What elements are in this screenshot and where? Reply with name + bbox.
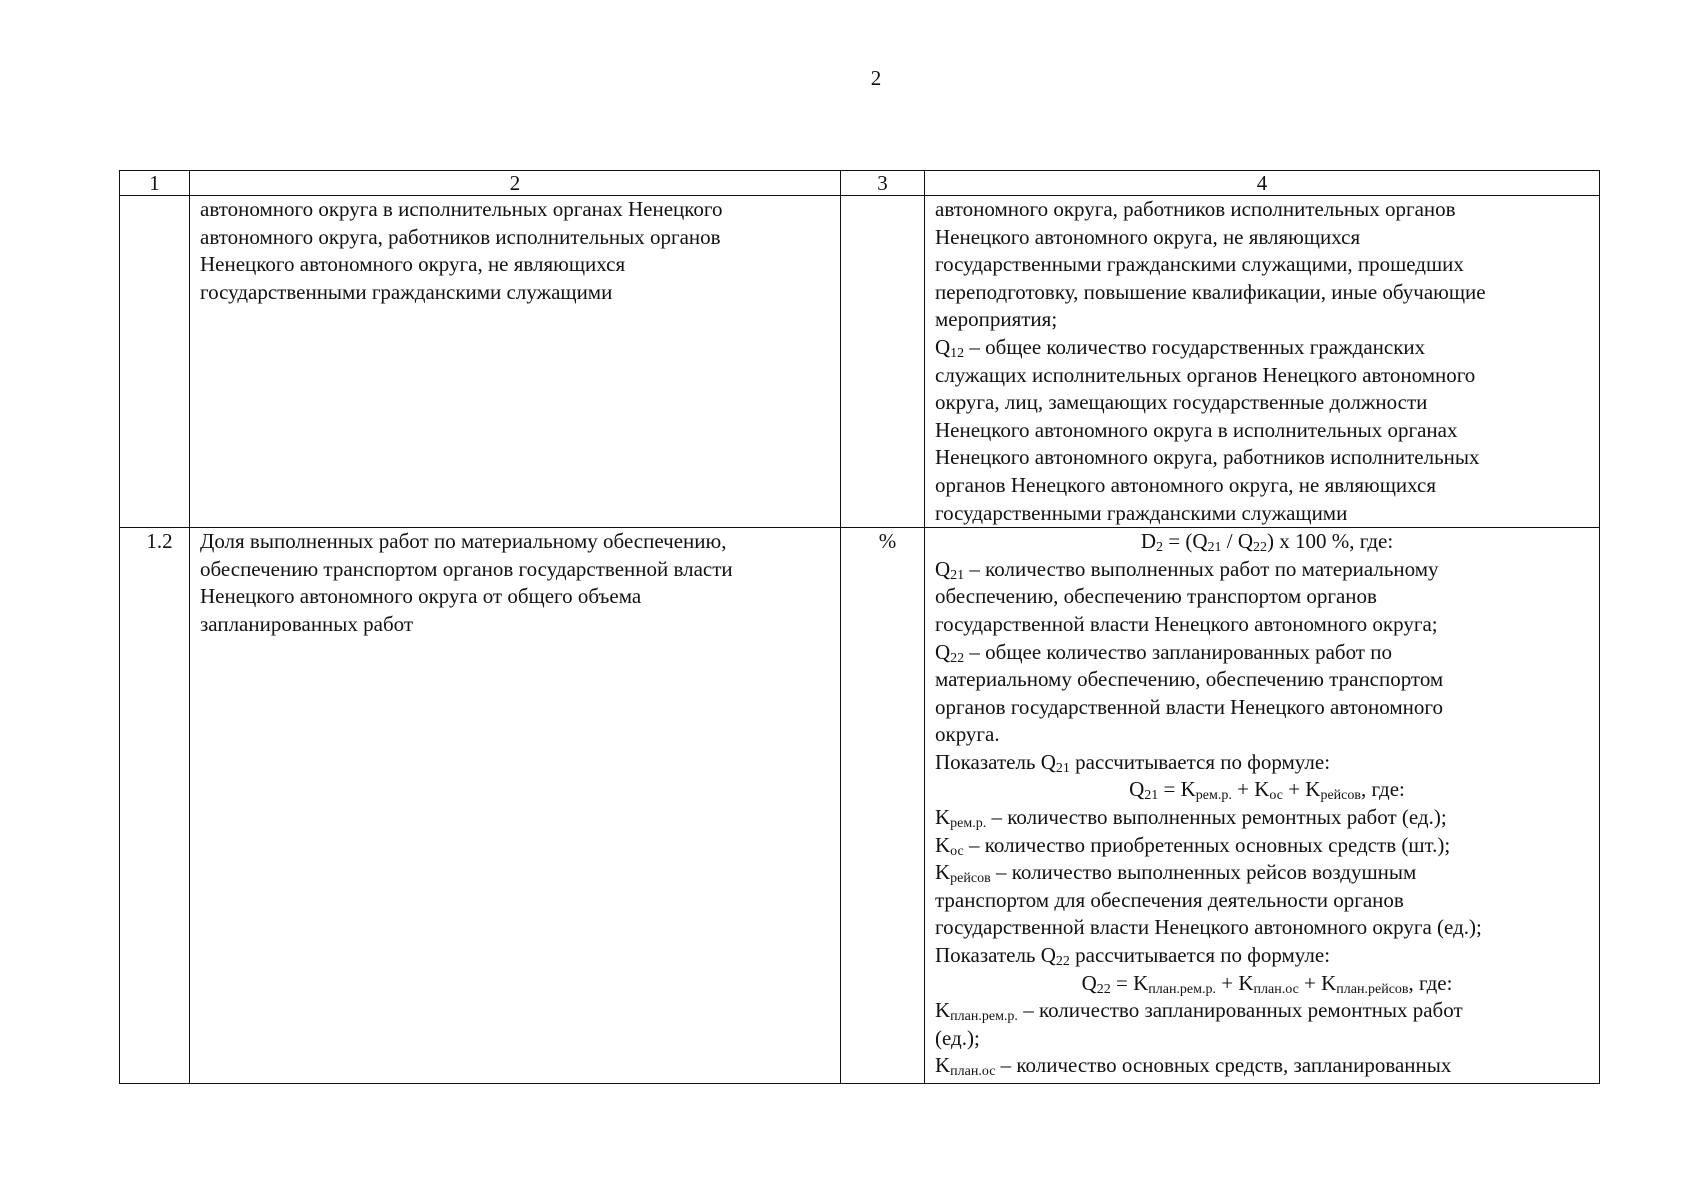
k-os-definition <box>935 832 1599 860</box>
text-line: Ненецкого автономного округа, не являющихся <box>935 224 1361 249</box>
variable: Q <box>935 556 951 581</box>
text-line: государственной власти Ненецкого автономного округа (ед.); <box>935 915 1482 940</box>
subscript: план.рейсов <box>1336 981 1409 997</box>
subscript: 21 <box>1055 760 1070 776</box>
text: – количество выполненных работ по материальному <box>964 556 1439 581</box>
variable: Q <box>935 639 951 664</box>
text-line: транспортом для обеспечения деятельности органов <box>935 887 1404 912</box>
subscript: 21 <box>1207 540 1222 556</box>
main-formula <box>935 528 1599 556</box>
text-line: Ненецкого автономного округа в исполнительных органах <box>935 417 1458 442</box>
text: – общее количество государственных гражданских <box>964 334 1426 359</box>
text: – количество приобретенных основных средств (шт.); <box>963 832 1451 857</box>
subscript: 21 <box>1144 788 1159 804</box>
text: + K <box>1298 970 1337 995</box>
text-line: переподготовку, повышение квалификации, иные обучающие <box>935 279 1486 304</box>
text-line: государственными гражданскими служащими <box>200 279 613 304</box>
indicator-name-cell <box>190 528 841 1084</box>
k-plan-rem-definition <box>935 997 1599 1025</box>
text-line: мероприятия; <box>935 307 1058 332</box>
indicator-table <box>119 170 1600 1084</box>
text-line: автономного округа, работников исполнительных органов <box>200 224 721 249</box>
unit-cell: % <box>841 528 925 1084</box>
row-number <box>120 196 190 528</box>
variable: Q <box>935 334 951 359</box>
method-cell <box>925 528 1600 1084</box>
text: + K <box>1282 777 1321 802</box>
text: рассчитывается по формуле: <box>1069 749 1331 774</box>
variable: K <box>935 1053 951 1078</box>
variable: Q <box>1129 777 1145 802</box>
table-row <box>120 196 1600 528</box>
subscript: рейсов <box>1320 788 1361 804</box>
k-reis-definition <box>935 859 1599 887</box>
subscript: 22 <box>1055 954 1070 970</box>
subscript: 22 <box>950 650 965 666</box>
variable: K <box>935 805 951 830</box>
subscript: план.рем.р. <box>1148 981 1217 997</box>
variable: K <box>935 998 951 1023</box>
text-line: (ед.); <box>935 1025 980 1050</box>
variable: Q <box>1081 970 1097 995</box>
q22-formula <box>935 970 1599 998</box>
text-line: автономного округа, работников исполнительных органов <box>935 197 1456 221</box>
subscript: ос <box>1269 788 1283 804</box>
column-header-4: 4 <box>925 171 1600 196</box>
q22-intro <box>935 942 1599 970</box>
unit-cell <box>841 196 925 528</box>
text: – количество запланированных ремонтных работ <box>1017 998 1463 1023</box>
q21-intro <box>935 749 1599 777</box>
indicator-name-cell <box>190 196 841 528</box>
subscript: рейсов <box>950 871 991 887</box>
table-row <box>120 528 1600 1084</box>
q21-definition <box>935 556 1599 584</box>
text: рассчитывается по формуле: <box>1069 943 1331 968</box>
text: / Q <box>1221 529 1254 554</box>
subscript: 12 <box>950 345 965 361</box>
method-cell <box>925 196 1600 528</box>
text-line: обеспечению, обеспечению транспортом органов <box>935 584 1377 609</box>
text-line: органов Ненецкого автономного округа, не являющихся <box>935 472 1436 497</box>
text-line: автономного округа в исполнительных органах Ненецкого <box>200 197 723 221</box>
text: – количество выполненных рейсов воздушным <box>990 860 1417 885</box>
text: – количество выполненных ремонтных работ (ед.); <box>986 805 1447 830</box>
text-line: государственной власти Ненецкого автономного округа; <box>935 611 1438 636</box>
column-header-2: 2 <box>190 171 841 196</box>
subscript: 21 <box>950 567 965 583</box>
text: – количество основных средств, запланированных <box>995 1053 1452 1078</box>
column-header-1: 1 <box>120 171 190 196</box>
subscript: 22 <box>1096 981 1111 997</box>
k-plan-os-definition <box>935 1052 1599 1080</box>
row-number: 1.2 <box>120 528 190 1084</box>
text-line: округа, лиц, замещающих государственные должности <box>935 390 1428 415</box>
subscript: план.ос <box>1253 981 1299 997</box>
subscript: ос <box>950 843 964 859</box>
text: Показатель Q <box>935 749 1056 774</box>
text: ) x 100 %, где: <box>1267 529 1394 554</box>
text-line: органов государственной власти Ненецкого автономного <box>935 694 1444 719</box>
subscript: 2 <box>1156 540 1163 556</box>
subscript: 22 <box>1253 540 1268 556</box>
text-line: Ненецкого автономного округа, работников исполнительных <box>935 445 1480 470</box>
column-header-3: 3 <box>841 171 925 196</box>
text: = (Q <box>1163 529 1208 554</box>
text-line: обеспечению транспортом органов государственной власти <box>200 556 733 581</box>
text-line: материальному обеспечению, обеспечению транспортом <box>935 667 1444 692</box>
text: + K <box>1231 777 1270 802</box>
text: , где: <box>1408 970 1453 995</box>
q21-formula <box>935 776 1599 804</box>
text-line: округа. <box>935 722 1000 747</box>
text: = K <box>1110 970 1149 995</box>
text-line: государственными гражданскими служащими <box>935 500 1348 525</box>
text: = K <box>1158 777 1196 802</box>
subscript: план.ос <box>950 1064 996 1080</box>
text: Показатель Q <box>935 943 1056 968</box>
subscript: рем.р. <box>1195 788 1232 804</box>
subscript: план.рем.р. <box>950 1009 1018 1025</box>
text-line: Доля выполненных работ по материальному обеспечению, <box>200 529 727 554</box>
k-rem-definition <box>935 804 1599 832</box>
text: – общее количество запланированных работ по <box>964 639 1392 664</box>
text-line: Ненецкого автономного округа от общего объема <box>200 584 642 609</box>
subscript: рем.р. <box>950 816 987 832</box>
variable: K <box>935 832 951 857</box>
variable: D <box>1140 529 1156 554</box>
q12-definition <box>935 334 1599 362</box>
text: + K <box>1216 970 1254 995</box>
text: , где: <box>1360 777 1405 802</box>
text-line: государственными гражданскими служащими, прошедших <box>935 252 1464 277</box>
text-line: служащих исполнительных органов Ненецкого автономного <box>935 362 1476 387</box>
text-line: Ненецкого автономного округа, не являющихся <box>200 252 626 277</box>
q22-definition <box>935 639 1599 667</box>
text-line: запланированных работ <box>200 611 414 636</box>
table-header-row <box>120 171 1600 196</box>
variable: K <box>935 860 951 885</box>
page-number: 2 <box>870 66 882 90</box>
